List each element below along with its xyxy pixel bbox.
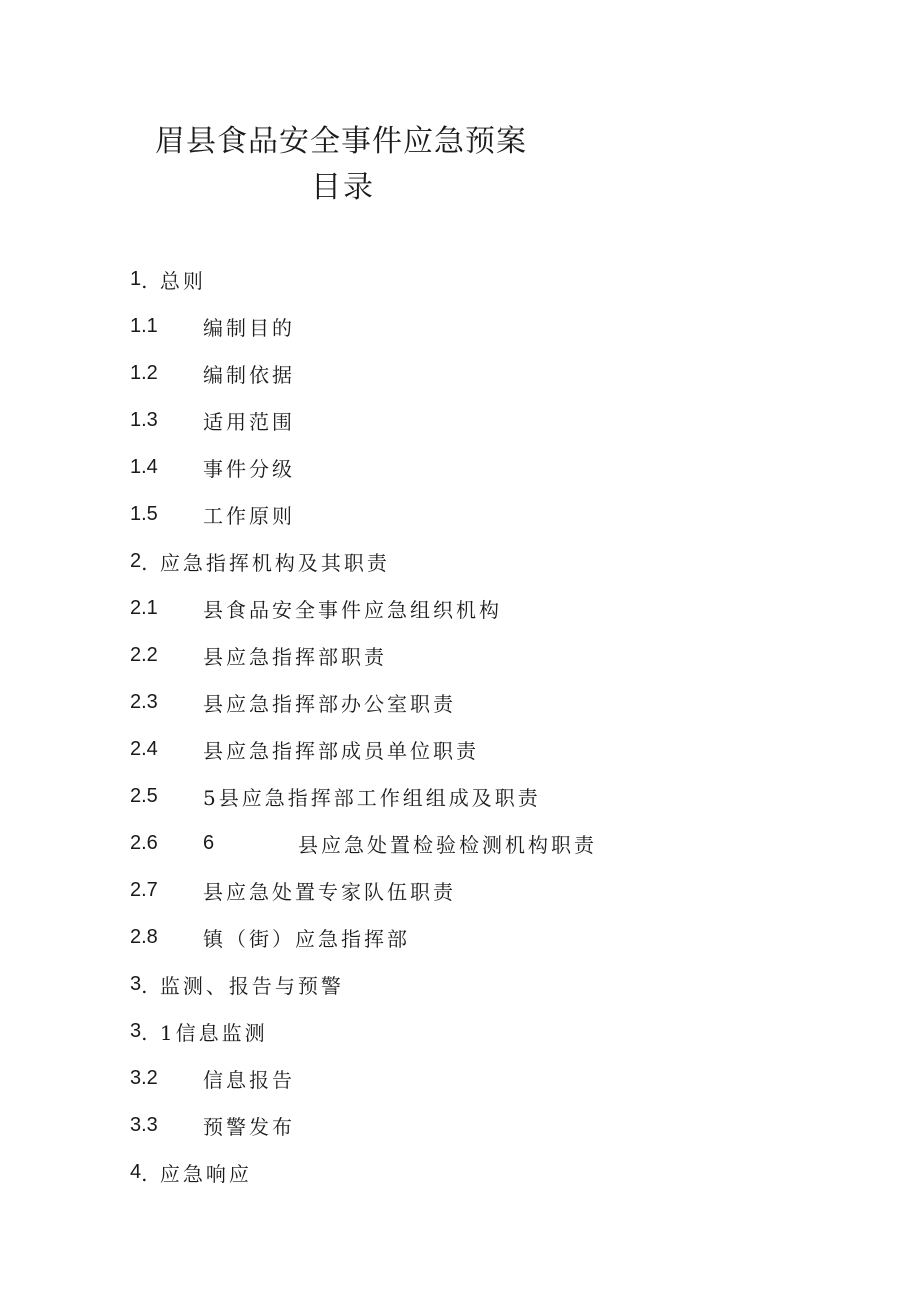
toc-label: 编制依据 [203,363,295,387]
toc-label: . 总则 [141,269,206,293]
toc-label: 县应急处置专家队伍职责 [203,880,456,904]
toc-item[interactable] [130,632,830,679]
toc-number: 3 [130,973,142,995]
toc-item[interactable] [130,867,830,914]
toc-item[interactable] [130,679,830,726]
toc-item[interactable] [130,1055,830,1102]
toc-number: 1 [130,268,142,290]
toc-number: 1.3 [130,409,158,431]
toc-label: . 监测、报告与预警 [141,974,344,998]
toc-label: . 应急指挥机构及其职责 [141,551,390,575]
toc-item[interactable] [130,1008,830,1055]
toc-item[interactable] [130,961,830,1008]
toc-number: 2.3 [130,691,158,713]
toc-number: 1.1 [130,315,158,337]
toc-number: 3.3 [130,1114,158,1136]
toc-number: 3 [130,1020,142,1042]
toc-item[interactable] [130,491,830,538]
toc-number: 1.5 [130,503,158,525]
toc-item[interactable] [130,350,830,397]
toc-item[interactable] [130,256,830,303]
toc-number: 4 [130,1161,142,1183]
toc-label: 镇（街）应急指挥部 [203,927,410,951]
toc-item[interactable] [130,1102,830,1149]
toc-label: 预警发布 [203,1115,295,1139]
toc-number: 2.2 [130,644,158,666]
toc-number: 2 [130,550,142,572]
toc-label: . 1信息监测 [141,1021,268,1045]
toc-label: 县应急指挥部成员单位职责 [203,739,479,763]
toc-number: 2.1 [130,597,158,619]
toc-item[interactable] [130,726,830,773]
toc-number: 2.4 [130,738,158,760]
toc-item[interactable] [130,773,830,820]
toc-number: 3.2 [130,1067,158,1089]
toc-label: . 应急响应 [141,1162,252,1186]
toc-label: 县应急指挥部职责 [203,645,387,669]
toc-label: 县应急指挥部办公室职责 [203,692,456,716]
toc-label: 工作原则 [203,504,295,528]
toc-label: 适用范围 [203,410,295,434]
toc-item[interactable] [130,820,830,867]
toc-number: 2.7 [130,879,158,901]
toc-item[interactable] [130,538,830,585]
toc-number: 2.6 [130,832,158,854]
toc-subnumber: 6 [203,832,215,854]
toc-label: 县应急处置检验检测机构职责 [298,833,597,857]
document-subtitle: 目录 [311,170,375,205]
toc-label: 县食品安全事件应急组织机构 [203,598,502,622]
toc-item[interactable] [130,303,830,350]
toc-number: 2.5 [130,785,158,807]
toc-number: 2.8 [130,926,158,948]
toc-item[interactable] [130,585,830,632]
toc-label: 事件分级 [203,457,295,481]
toc-item[interactable] [130,914,830,961]
table-of-contents [130,256,830,1196]
document-title: 眉县食品安全事件应急预案 [155,124,527,159]
toc-number: 1.4 [130,456,158,478]
toc-label: 编制目的 [203,316,295,340]
toc-number: 1.2 [130,362,158,384]
toc-item[interactable] [130,397,830,444]
toc-item[interactable] [130,1149,830,1196]
toc-label: 信息报告 [203,1068,295,1092]
toc-label: 5县应急指挥部工作组组成及职责 [203,786,541,810]
toc-item[interactable] [130,444,830,491]
